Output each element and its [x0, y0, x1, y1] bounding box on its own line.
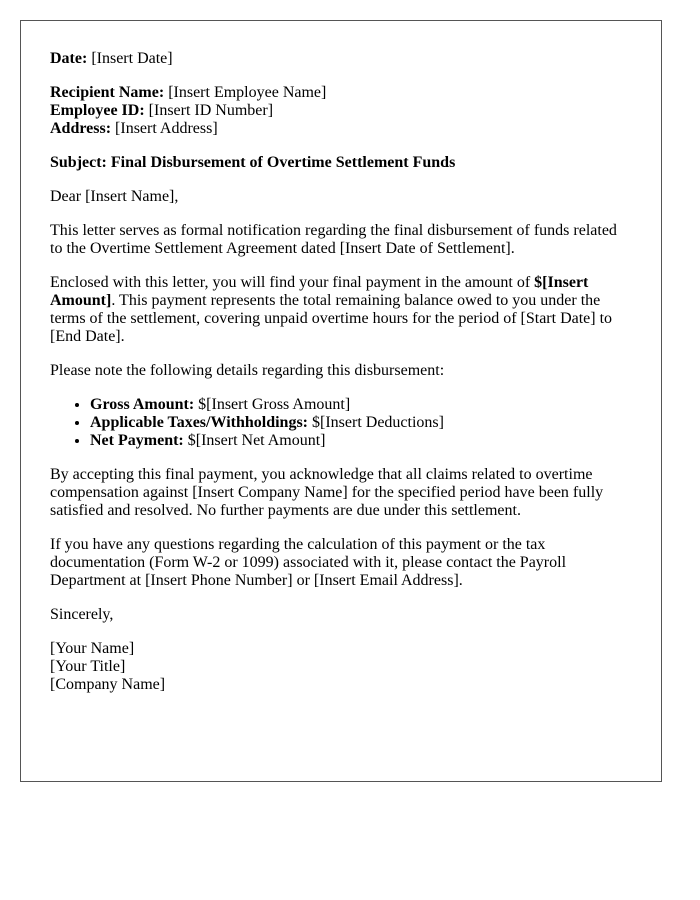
paragraph-contact: If you have any questions regarding the calculation of this payment or the tax documentation (Form W-2 or 1099) associated with it, please contact the Payroll Department at [Insert Phone Number] or [Insert Email Address].: [50, 536, 567, 589]
signature-name: [Your Name]: [50, 640, 135, 657]
paragraph-notification: This letter serves as formal notification regarding the final disbursement of funds related to the Overtime Settlement Agreement dated [Insert Date of Settlement].: [50, 222, 617, 257]
detail-value: $[Insert Net Amount]: [187, 432, 326, 449]
signature-title: [Your Title]: [50, 658, 126, 675]
paragraph-acknowledgement: By accepting this final payment, you acknowledge that all claims related to overtime compensation against [Insert Company Name] for the specified period have been fully satisfied and resolved. No further payments are due under this settlement.: [50, 466, 604, 519]
detail-value: $[Insert Gross Amount]: [198, 396, 351, 413]
detail-label: Net Payment:: [90, 432, 184, 449]
closing: Sincerely,: [50, 606, 114, 623]
details-list: [50, 396, 633, 450]
subject-line: Subject: Final Disbursement of Overtime Settlement Funds: [50, 154, 456, 171]
employee-id-value: [Insert ID Number]: [148, 102, 274, 119]
list-item: [90, 432, 633, 450]
detail-label: Applicable Taxes/Withholdings:: [90, 414, 308, 431]
list-item: [90, 414, 633, 432]
signature-block: [50, 640, 633, 694]
detail-label: Gross Amount:: [90, 396, 195, 413]
address-value: [Insert Address]: [115, 120, 218, 137]
date-label: Date:: [50, 50, 88, 67]
payment-text-before: Enclosed with this letter, you will find your final payment in the amount of: [50, 274, 535, 291]
letter: [20, 20, 662, 782]
date-value: [Insert Date]: [91, 50, 173, 67]
recipient-name-label: Recipient Name:: [50, 84, 165, 101]
detail-value: $[Insert Deductions]: [312, 414, 444, 431]
paragraph-details-intro: Please note the following details regarding this disbursement:: [50, 362, 445, 379]
recipient-name-value: [Insert Employee Name]: [168, 84, 327, 101]
employee-id-label: Employee ID:: [50, 102, 145, 119]
signature-company: [Company Name]: [50, 676, 166, 693]
payment-amount: $[Insert Amount]: [50, 274, 589, 309]
recipient-block: [50, 84, 633, 138]
salutation: Dear [Insert Name],: [50, 188, 179, 205]
list-item: [90, 396, 633, 414]
date-line: [50, 50, 633, 68]
paragraph-payment: [50, 274, 633, 346]
payment-text-after: . This payment represents the total remaining balance owed to you under the terms of the settlement, covering unpaid overtime hours for the period of [Start Date] to [End Date].: [50, 292, 613, 345]
address-label: Address:: [50, 120, 112, 137]
